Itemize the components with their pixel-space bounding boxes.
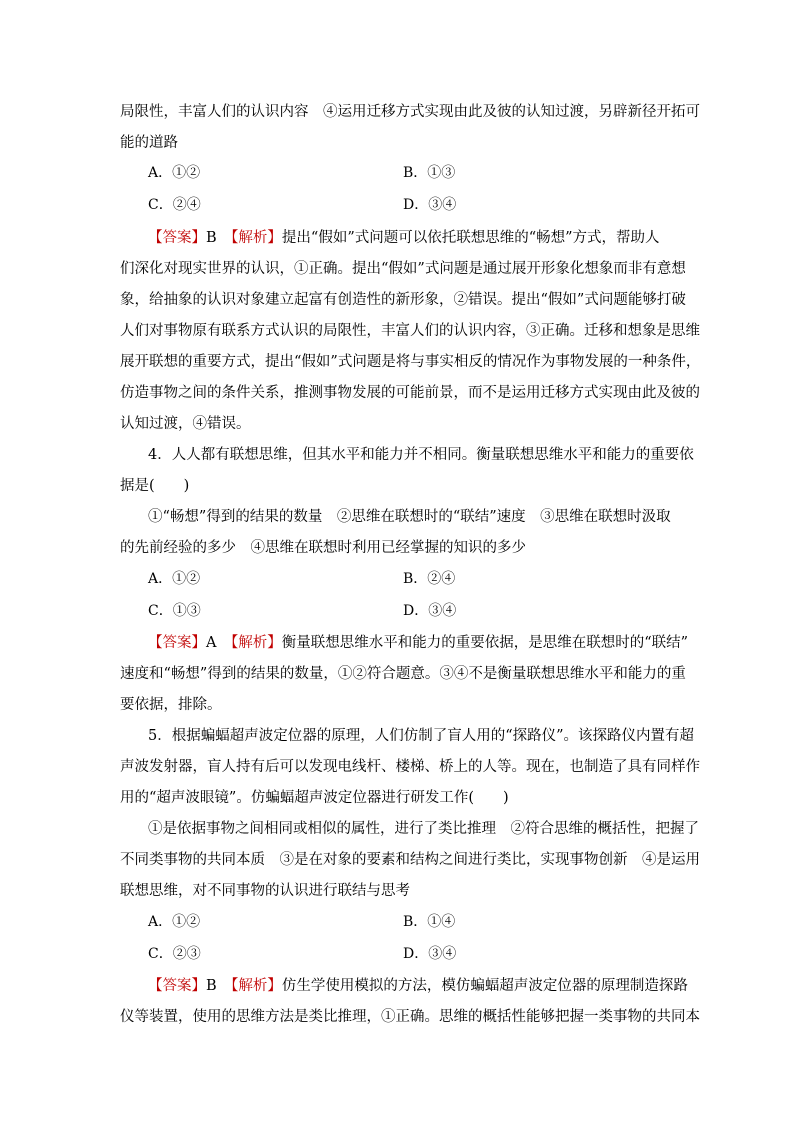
q3-answer-line bbox=[148, 228, 660, 248]
q3-option-a: A．①② bbox=[148, 165, 201, 181]
q4-stem-line: 4．人人都有联想思维，但其水平和能力并不相同。衡量联想思维水平和能力的重要依 bbox=[148, 447, 694, 463]
q5-statement-line: ①是依据事物之间相同或相似的属性，进行了类比推理 ②符合思维的概括性，把握了 bbox=[148, 821, 699, 837]
q5-option-d: D．③④ bbox=[403, 946, 457, 962]
q5-option-c: C．②③ bbox=[148, 946, 201, 962]
answer-tag: 【答案】 bbox=[148, 635, 206, 651]
answer-letter: B bbox=[206, 978, 217, 994]
q5-answer-line bbox=[148, 976, 688, 996]
analysis-tag: 【解析】 bbox=[230, 635, 282, 651]
q4-stem-line: 据是( ) bbox=[120, 478, 190, 494]
q4-answer-line bbox=[148, 633, 688, 653]
q3-option-b: B．①③ bbox=[403, 165, 456, 181]
q4-statement-line: 的先前经验的多少 ④思维在联想时利用已经掌握的知识的多少 bbox=[120, 540, 526, 556]
q3-analysis-line: 们深化对现实世界的认识，①正确。提出“假如”式问题是通过展开形象化想象而非有意想 bbox=[120, 261, 686, 277]
q4-option-c: C．①③ bbox=[148, 603, 201, 619]
q5-statement-line: 不同类事物的共同本质 ③是在对象的要素和结构之间进行类比，实现事物创新 ④是运用 bbox=[120, 852, 700, 868]
q3-analysis-line: 象，给抽象的认识对象建立起富有创造性的新形象，②错误。提出“假如”式问题能够打破 bbox=[120, 292, 686, 308]
q4-analysis-line: 速度和“畅想”得到的结果的数量，①②符合题意。③④不是衡量联想思维水平和能力的重 bbox=[120, 666, 686, 682]
q5-stem-line: 用的“超声波眼镜”。仿蝙蝠超声波定位器进行研发工作( ) bbox=[120, 790, 509, 806]
q5-statement-line: 联想思维，对不同事物的认识进行联结与思考 bbox=[120, 883, 410, 899]
q3-analysis-line: 人们对事物原有联系方式认识的局限性，丰富人们的认识内容，③正确。迁移和想象是思维 bbox=[120, 323, 700, 339]
q4-statement-line: ①“畅想”得到的结果的数量 ②思维在联想时的“联结”速度 ③思维在联想时汲取 bbox=[148, 509, 671, 525]
q4-option-d: D．③④ bbox=[403, 603, 457, 619]
analysis-tag: 【解析】 bbox=[231, 978, 282, 994]
q3-option-c: C．②④ bbox=[148, 197, 201, 213]
analysis-text: 提出“假如”式问题可以依托联想思维的“畅想”方式，帮助人 bbox=[281, 230, 660, 246]
q4-option-b: B．②④ bbox=[403, 571, 456, 587]
q3-analysis-line: 认知过渡，④错误。 bbox=[120, 416, 251, 432]
answer-tag: 【答案】 bbox=[148, 230, 206, 246]
q5-option-a: A．①② bbox=[148, 914, 201, 930]
answer-tag: 【答案】 bbox=[148, 978, 206, 994]
q5-analysis-line: 仪等装置，使用的思维方法是类比推理，①正确。思维的概括性能够把握一类事物的共同本 bbox=[120, 1009, 700, 1025]
answer-letter: A bbox=[206, 635, 217, 651]
q5-stem-line: 5．根据蝙蝠超声波定位器的原理，人们仿制了盲人用的“探路仪”。该探路仪内置有超 bbox=[148, 728, 695, 744]
q3-analysis-line: 仿造事物之间的条件关系，推测事物发展的可能前景，而不是运用迁移方式实现由此及彼的 bbox=[120, 385, 700, 401]
q3-statement-line: 局限性，丰富人们的认识内容 ④运用迁移方式实现由此及彼的认知过渡，另辟新径开拓可 bbox=[120, 104, 700, 120]
q3-statement-line: 能的道路 bbox=[120, 135, 178, 151]
analysis-text: 仿生学使用模拟的方法，模仿蝙蝠超声波定位器的原理制造探路 bbox=[281, 978, 688, 994]
q4-analysis-line: 要依据，排除。 bbox=[120, 697, 222, 713]
analysis-text: 衡量联想思维水平和能力的重要依据，是思维在联想时的“联结” bbox=[281, 635, 689, 651]
analysis-tag: 【解析】 bbox=[231, 230, 282, 246]
q3-analysis-line: 展开联想的重要方式，提出“假如”式问题是将与事实相反的情况作为事物发展的一种条件， bbox=[120, 354, 701, 370]
q3-option-d: D．③④ bbox=[403, 197, 457, 213]
answer-letter: B bbox=[206, 230, 217, 246]
q5-option-b: B．①④ bbox=[403, 914, 456, 930]
q4-option-a: A．①② bbox=[148, 571, 201, 587]
q5-stem-line: 声波发射器，盲人持有后可以发现电线杆、楼梯、桥上的人等。现在，也制造了具有同样作 bbox=[120, 759, 700, 775]
